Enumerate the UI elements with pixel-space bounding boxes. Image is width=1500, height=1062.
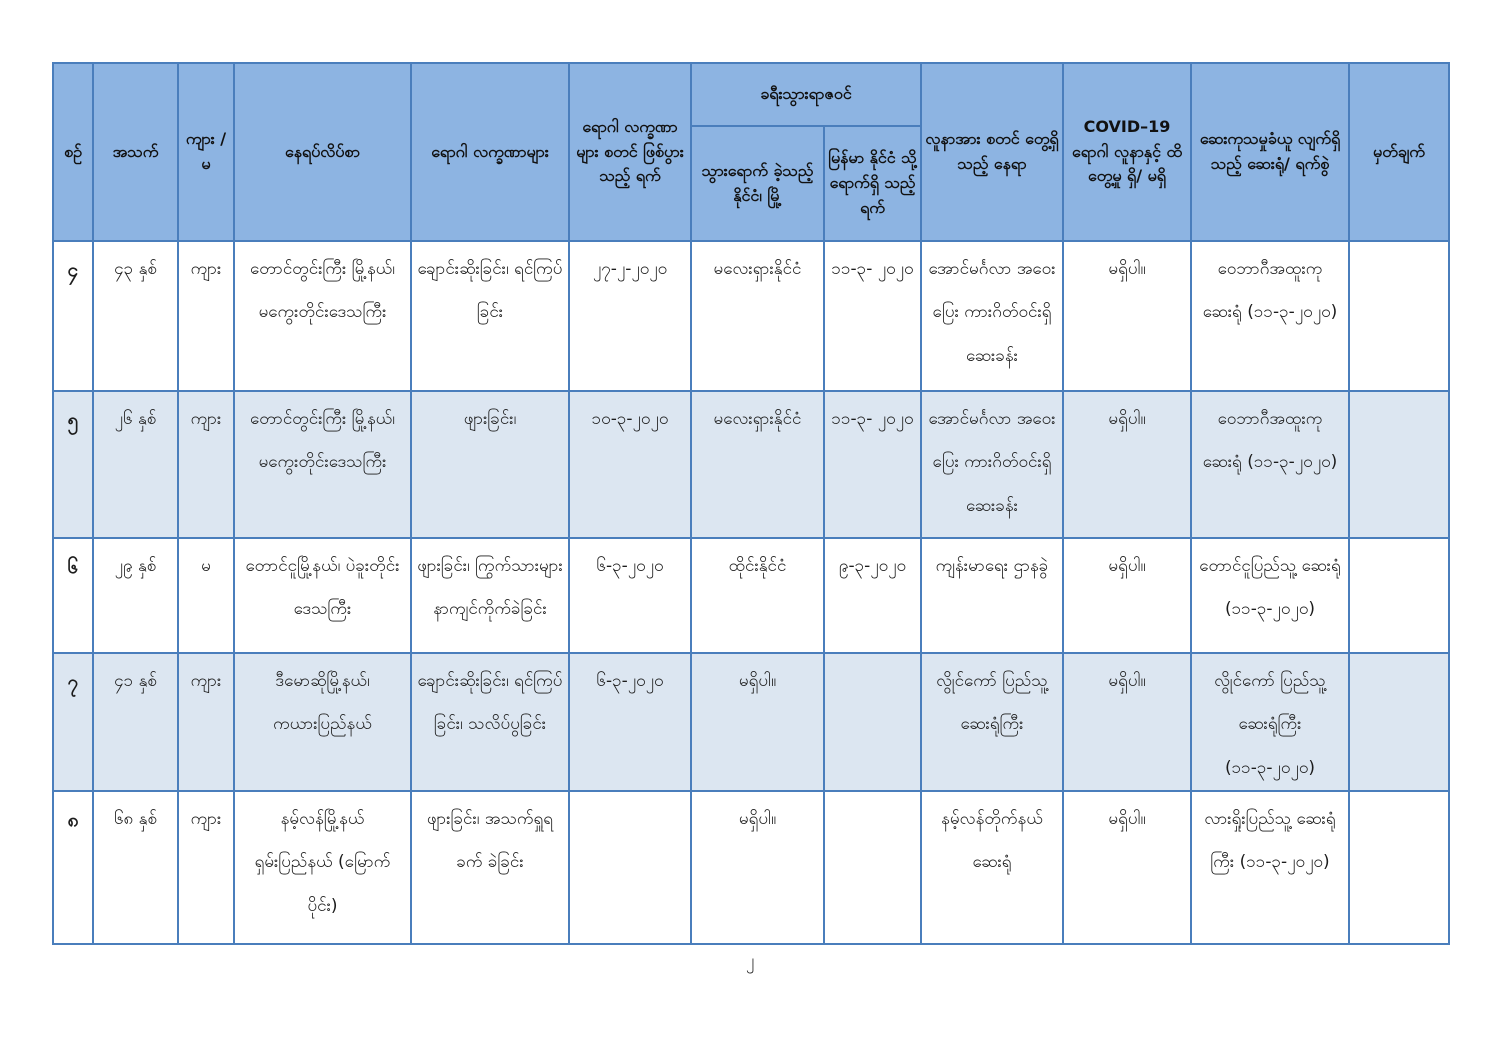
- cell-sex: ကျား: [178, 653, 234, 791]
- cell-arrival: ၁၁-၃- ၂၀၂၀: [824, 391, 921, 538]
- cell-remark: [1349, 391, 1449, 538]
- col-header-hospital: ဆေးကုသမှုခံယူ လျက်ရှိသည့် ဆေးရုံ/ ရက်စွဲ: [1191, 63, 1349, 241]
- cell-onset-date: [569, 791, 691, 944]
- cell-visited: မလေးရှားနိုင်ငံ: [691, 241, 824, 391]
- col-header-age: အသက်: [93, 63, 178, 241]
- cell-found-place: ကျန်းမာရေး ဌာနခွဲ: [921, 538, 1063, 653]
- cell-remark: [1349, 241, 1449, 391]
- col-header-onset-date: ရောဂါ လက္ခဏာများ စတင် ဖြစ်ပွားသည့် ရက်: [569, 63, 691, 241]
- page-number: ၂: [745, 951, 755, 971]
- col-header-remark: မှတ်ချက်: [1349, 63, 1449, 241]
- cell-remark: [1349, 538, 1449, 653]
- cell-visited: မရှိပါ။: [691, 791, 824, 944]
- cell-covid-contact: မရှိပါ။: [1063, 391, 1191, 538]
- cell-age: ၂၆ နှစ်: [93, 391, 178, 538]
- table-row: [53, 241, 1449, 391]
- cell-symptoms: ဖျားခြင်း၊ ကြွက်သားများ နာကျင်ကိုက်ခဲခြင်း: [411, 538, 569, 653]
- cell-hospital: တောင်ငူပြည်သူ့ ဆေးရုံ (၁၁-၃-၂၀၂၀): [1191, 538, 1349, 653]
- col-header-no: စဉ်: [53, 63, 93, 241]
- col-header-travel-history: ခရီးသွားရာဇဝင်: [691, 63, 921, 126]
- cell-arrival: [824, 791, 921, 944]
- col-header-visited: သွားရောက် ခဲ့သည့် နိုင်ငံ၊ မြို့: [691, 126, 824, 241]
- cell-onset-date: ၆-၃-၂၀၂၀: [569, 538, 691, 653]
- table-row: [53, 538, 1449, 653]
- cell-no: ၄: [53, 241, 93, 391]
- cell-hospital: လွိုင်ကော် ပြည်သူ့ ဆေးရုံကြီး (၁၁-၃-၂၀၂၀): [1191, 653, 1349, 791]
- cell-sex: ကျား: [178, 241, 234, 391]
- cell-onset-date: ၆-၃-၂၀၂၀: [569, 653, 691, 791]
- cell-address: ဒီမောဆိုမြို့နယ်၊ ကယားပြည်နယ်: [234, 653, 411, 791]
- table-header: [53, 63, 1449, 241]
- table-row: [53, 391, 1449, 538]
- cell-arrival: [824, 653, 921, 791]
- cell-arrival: ၉-၃-၂၀၂၀: [824, 538, 921, 653]
- col-header-sex: ကျား / မ: [178, 63, 234, 241]
- cell-symptoms: ဖျားခြင်း၊ အသက်ရှူရခက် ခဲခြင်း: [411, 791, 569, 944]
- cell-hospital: ဝေဘာဂီအထူးကု ဆေးရုံ (၁၁-၃-၂၀၂၀): [1191, 241, 1349, 391]
- cell-found-place: အောင်မင်္ဂလာ အဝေးပြေး ကားဂိတ်ဝင်းရှိ ဆေးခန်း: [921, 391, 1063, 538]
- cell-arrival: ၁၁-၃- ၂၀၂၀: [824, 241, 921, 391]
- cell-no: ၇: [53, 653, 93, 791]
- cell-age: ၆၈ နှစ်: [93, 791, 178, 944]
- cell-found-place: နမ့်လန်တိုက်နယ် ဆေးရုံ: [921, 791, 1063, 944]
- cell-hospital: လားရှိုးပြည်သူ့ ဆေးရုံကြီး (၁၁-၃-၂၀၂၀): [1191, 791, 1349, 944]
- cell-covid-contact: မရှိပါ။: [1063, 538, 1191, 653]
- cell-remark: [1349, 791, 1449, 944]
- cell-found-place: အောင်မင်္ဂလာ အဝေးပြေး ကားဂိတ်ဝင်းရှိ ဆေးခန်း: [921, 241, 1063, 391]
- cell-found-place: လွိုင်ကော် ပြည်သူ့ ဆေးရုံကြီး: [921, 653, 1063, 791]
- cell-no: ၅: [53, 391, 93, 538]
- cell-no: ၈: [53, 791, 93, 944]
- cell-address: တောင်ငူမြို့နယ်၊ ပဲခူးတိုင်းဒေသကြီး: [234, 538, 411, 653]
- cell-covid-contact: မရှိပါ။: [1063, 653, 1191, 791]
- cell-covid-contact: မရှိပါ။: [1063, 791, 1191, 944]
- cell-remark: [1349, 653, 1449, 791]
- cell-address: တောင်တွင်းကြီး မြို့နယ်၊ မကွေးတိုင်းဒေသကြီး: [234, 391, 411, 538]
- cell-symptoms: ဖျားခြင်း၊: [411, 391, 569, 538]
- cell-address: နမ့်လန်မြို့နယ် ရှမ်းပြည်နယ် (မြောက်ပိုင်း): [234, 791, 411, 944]
- cell-age: ၂၉ နှစ်: [93, 538, 178, 653]
- cell-visited: မရှိပါ။: [691, 653, 824, 791]
- cell-age: ၄၃ နှစ်: [93, 241, 178, 391]
- col-header-address: နေရပ်လိပ်စာ: [234, 63, 411, 241]
- cell-onset-date: ၂၇-၂-၂၀၂၀: [569, 241, 691, 391]
- table-body: [53, 241, 1449, 944]
- cell-age: ၄၁ နှစ်: [93, 653, 178, 791]
- cell-address: တောင်တွင်းကြီး မြို့နယ်၊ မကွေးတိုင်းဒေသကြီး: [234, 241, 411, 391]
- cell-covid-contact: မရှိပါ။: [1063, 241, 1191, 391]
- cell-visited: ထိုင်းနိုင်ငံ: [691, 538, 824, 653]
- table-row: [53, 653, 1449, 791]
- cell-hospital: ဝေဘာဂီအထူးကု ဆေးရုံ (၁၁-၃-၂၀၂၀): [1191, 391, 1349, 538]
- cell-sex: ကျား: [178, 791, 234, 944]
- col-header-found-place: လူနာအား စတင် တွေ့ရှိသည့် နေရာ: [921, 63, 1063, 241]
- cell-sex: ကျား: [178, 391, 234, 538]
- cell-no: ၆: [53, 538, 93, 653]
- cell-sex: မ: [178, 538, 234, 653]
- patient-report-table: [52, 62, 1450, 945]
- cell-visited: မလေးရှားနိုင်ငံ: [691, 391, 824, 538]
- col-header-symptoms: ရောဂါ လက္ခဏာများ: [411, 63, 569, 241]
- col-header-covid-contact: COVID–19 ရောဂါ လူနာနှင့် ထိတွေ့မှု ရှိ/ မရှိ: [1063, 63, 1191, 241]
- cell-onset-date: ၁၀-၃-၂၀၂၀: [569, 391, 691, 538]
- cell-symptoms: ချောင်းဆိုးခြင်း၊ ရင်ကြပ်ခြင်း: [411, 241, 569, 391]
- col-header-arrival: မြန်မာ နိုင်ငံ သို့ ရောက်ရှိ သည့်ရက်: [824, 126, 921, 241]
- cell-symptoms: ချောင်းဆိုးခြင်း၊ ရင်ကြပ် ခြင်း၊ သလိပ်ပွခြင်း: [411, 653, 569, 791]
- table-row: [53, 791, 1449, 944]
